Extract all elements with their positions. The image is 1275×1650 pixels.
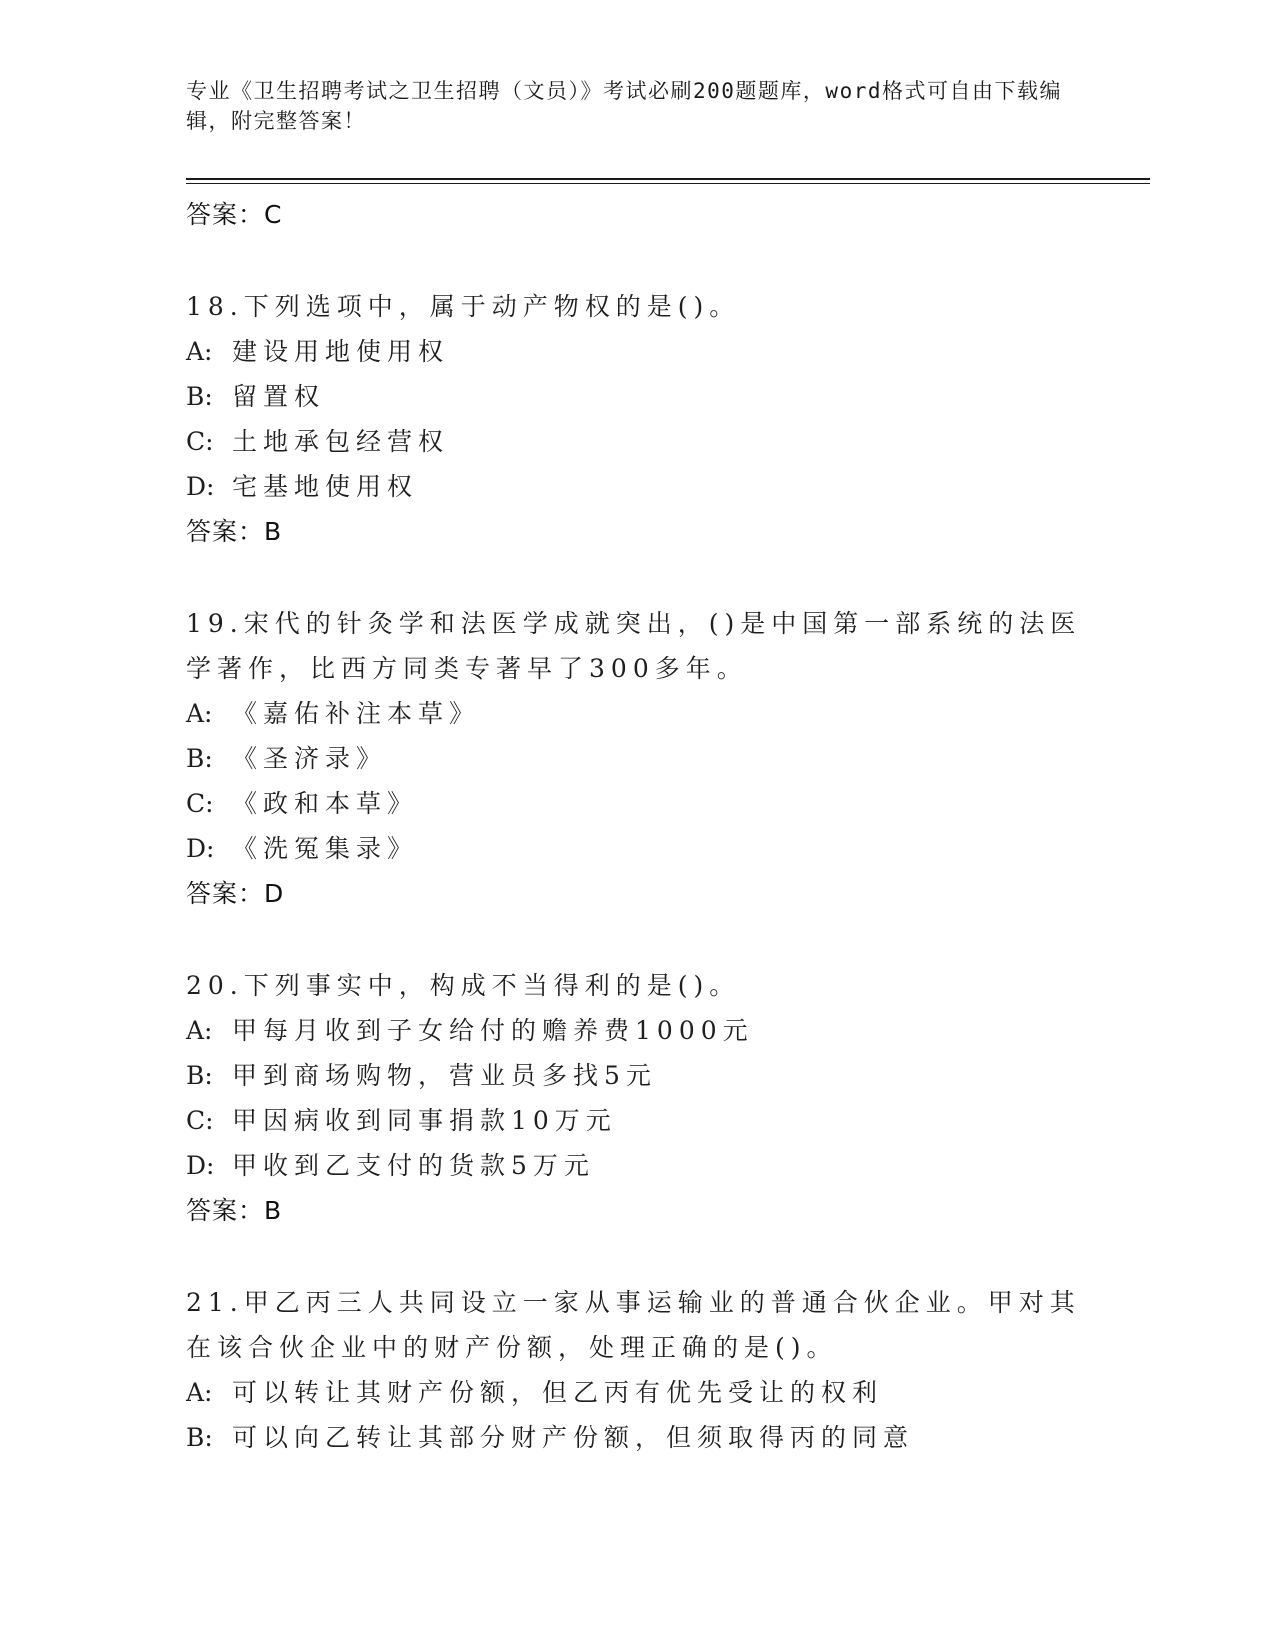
option-d [186, 1143, 1086, 1188]
header-divider-thin [186, 183, 1150, 184]
option-d [186, 464, 1086, 509]
option-letter: B: [186, 1423, 213, 1452]
option-text: 《洗冤集录》 [232, 834, 419, 863]
question-stem: 20.下列事实中，构成不当得利的是()。 [186, 971, 741, 1000]
option-letter: C: [186, 1106, 214, 1135]
option-text: 宅基地使用权 [232, 472, 419, 501]
option-letter: A: [186, 1016, 213, 1045]
option-letter: D: [186, 834, 215, 863]
question-18 [186, 284, 1086, 554]
option-letter: D: [186, 472, 215, 501]
option-text: 《政和本草》 [232, 789, 419, 818]
question-stem: 19.宋代的针灸学和法医学成就突出，()是中国第一部系统的法医学著作，比西方同类专著早了300多年。 [186, 609, 1082, 683]
option-d [186, 826, 1086, 871]
option-text: 可以向乙转让其部分财产份额，但须取得丙的同意 [232, 1423, 915, 1452]
question-stem: 21.甲乙丙三人共同设立一家从事运输业的普通合伙企业。甲对其在该合伙企业中的财产份额，处理正确的是()。 [186, 1288, 1081, 1362]
option-letter: B: [186, 1061, 213, 1090]
question-stem: 18.下列选项中，属于动产物权的是()。 [186, 292, 741, 321]
answer-19: 答案：D [186, 879, 285, 908]
option-c [186, 1098, 1086, 1143]
option-text: 土地承包经营权 [232, 427, 450, 456]
answer-18: 答案：B [186, 517, 283, 546]
question-20 [186, 963, 1086, 1233]
option-a [186, 691, 1086, 736]
option-a [186, 329, 1086, 374]
option-b [186, 1415, 1086, 1460]
option-b [186, 1053, 1086, 1098]
option-a [186, 1370, 1086, 1415]
option-a [186, 1008, 1086, 1053]
question-list [186, 192, 1086, 1460]
document-header: 专业《卫生招聘考试之卫生招聘（文员）》考试必刷200题题库，word格式可自由下载编辑，附完整答案！ [186, 79, 1062, 133]
option-b [186, 374, 1086, 419]
header-divider [186, 178, 1150, 180]
option-text: 《嘉佑补注本草》 [232, 699, 481, 728]
option-b [186, 736, 1086, 781]
question-21 [186, 1280, 1086, 1460]
option-text: 留置权 [232, 382, 326, 411]
question-19 [186, 601, 1086, 916]
option-c [186, 419, 1086, 464]
option-letter: C: [186, 789, 214, 818]
option-letter: A: [186, 699, 213, 728]
option-letter: C: [186, 427, 214, 456]
option-text: 建设用地使用权 [232, 337, 450, 366]
option-text: 甲收到乙支付的货款5万元 [232, 1151, 595, 1180]
option-text: 甲因病收到同事捐款10万元 [232, 1106, 617, 1135]
option-c [186, 781, 1086, 826]
option-text: 《圣济录》 [232, 744, 388, 773]
option-text: 甲到商场购物，营业员多找5元 [232, 1061, 657, 1090]
option-text: 可以转让其财产份额，但乙丙有优先受让的权利 [232, 1378, 884, 1407]
option-letter: B: [186, 744, 213, 773]
option-letter: D: [186, 1151, 215, 1180]
option-letter: A: [186, 1378, 213, 1407]
answer-20: 答案：B [186, 1196, 283, 1225]
option-letter: B: [186, 382, 213, 411]
option-text: 甲每月收到子女给付的赡养费1000元 [232, 1016, 754, 1045]
option-letter: A: [186, 337, 213, 366]
answer-17: 答案：C [186, 200, 283, 229]
